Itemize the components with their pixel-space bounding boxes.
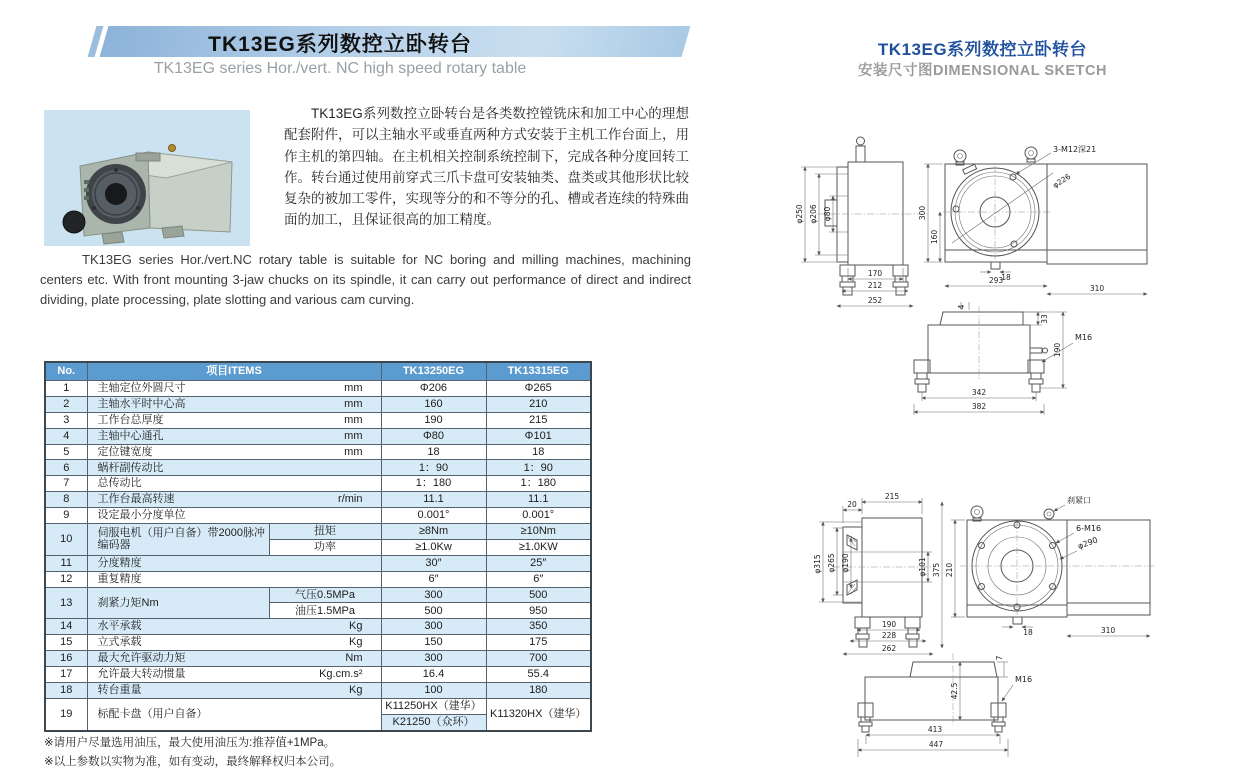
cell-value: 6″ <box>486 571 591 587</box>
cell-value: 1：180 <box>486 476 591 492</box>
table-row <box>45 667 591 683</box>
cell-value: 160 <box>381 396 486 412</box>
cell-value: 1：90 <box>381 460 486 476</box>
dim-447: 447 <box>928 740 944 749</box>
cell-value: 0.001° <box>486 508 591 524</box>
dim-310b: 310 <box>1100 626 1116 635</box>
cell-no: 11 <box>45 555 87 571</box>
cell-value: 11.1 <box>381 492 486 508</box>
cell-unit: mm <box>344 429 363 442</box>
cell-item: 总传动比 <box>87 476 381 492</box>
cell-item: Kg 水平承载 <box>87 619 381 635</box>
cell-value: Φ206 <box>381 381 486 397</box>
dim-382: 382 <box>971 402 987 411</box>
cell-item: Kg.cm.s² 允许最大转动惯量 <box>87 667 381 683</box>
col-header-model-b: TK13315EG <box>486 362 591 381</box>
cell-value: 18 <box>486 444 591 460</box>
cell-item: Nm 最大允许驱动力矩 <box>87 651 381 667</box>
cell-item: mm 主轴水平时中心高 <box>87 396 381 412</box>
front-view <box>960 506 1155 624</box>
dim-310: 310 <box>1089 284 1105 293</box>
cell-unit: mm <box>344 413 363 426</box>
table-header-row <box>45 362 591 381</box>
cell-value: ≥1.0Kw <box>381 539 486 555</box>
cell-value: 100 <box>381 682 486 698</box>
table-row <box>45 476 591 492</box>
cell-value: 210 <box>486 396 591 412</box>
dim-252: 252 <box>867 296 883 305</box>
cell-value: 6″ <box>381 571 486 587</box>
table-row <box>45 460 591 476</box>
col-header-model-a: TK13250EG <box>381 362 486 381</box>
dim-phi265: φ265 <box>827 553 836 573</box>
cell-no: 14 <box>45 619 87 635</box>
cell-unit: mm <box>344 382 363 395</box>
table-row <box>45 508 591 524</box>
dim-293: 293 <box>988 276 1004 285</box>
dim-phi190: φ190 <box>841 553 850 573</box>
cell-value: 215 <box>486 412 591 428</box>
table-row <box>45 571 591 587</box>
cell-no: 5 <box>45 444 87 460</box>
cell-value: K11320HX（建华） <box>486 698 591 730</box>
cell-no: 2 <box>45 396 87 412</box>
table-row <box>45 682 591 698</box>
cell-unit: mm <box>344 398 363 411</box>
cell-item: 重复精度 <box>87 571 381 587</box>
col-header-items: 项目ITEMS <box>87 362 381 381</box>
cell-value: 500 <box>486 587 591 603</box>
cell-unit: mm <box>344 445 363 458</box>
side-view-dimensions <box>795 167 913 306</box>
cell-value: 30″ <box>381 555 486 571</box>
cell-item: mm 定位键宽度 <box>87 444 381 460</box>
cell-unit: Kg.cm.s² <box>319 668 363 681</box>
spec-table <box>44 361 592 732</box>
cell-no: 17 <box>45 667 87 683</box>
cell-item: Kg 转台重量 <box>87 682 381 698</box>
cell-value: 11.1 <box>486 492 591 508</box>
dim-413: 413 <box>927 725 943 734</box>
table-row <box>45 444 591 460</box>
cell-item: 刹紧力矩Nm <box>87 587 269 619</box>
footnotes <box>44 734 341 772</box>
cell-value: 0.001° <box>381 508 486 524</box>
front-view <box>943 147 1053 269</box>
bolt-note-6m16: 6-M16 <box>1076 524 1102 533</box>
plan-view <box>858 653 1006 732</box>
dim-phi206: φ206 <box>809 204 818 224</box>
table-row <box>45 651 591 667</box>
cell-value: ≥10Nm <box>486 524 591 540</box>
cell-value: K21250（众环） <box>381 714 486 730</box>
cell-no: 9 <box>45 508 87 524</box>
cell-value: 25″ <box>486 555 591 571</box>
dim-190: 190 <box>1053 342 1062 358</box>
dim-215: 215 <box>884 492 900 501</box>
sketch-bottom-set <box>795 478 1240 668</box>
cell-unit: Kg <box>349 684 363 697</box>
table-row <box>45 381 591 397</box>
cell-value: 180 <box>486 682 591 698</box>
col-header-no: No. <box>45 362 87 381</box>
dim-210: 210 <box>945 562 954 578</box>
brake-note: 刹紧口 <box>1067 496 1091 505</box>
dim-228: 228 <box>881 631 897 640</box>
table-row <box>45 698 591 714</box>
footnote-2: ※以上参数以实物为准，如有变动，最终解释权归本公司。 <box>44 756 342 768</box>
right-view <box>1067 520 1150 636</box>
dim-342: 342 <box>971 388 987 397</box>
sketch-title: TK13EG系列数控立卧转台 <box>877 40 1088 59</box>
cell-value: 300 <box>381 587 486 603</box>
sketch-top-plan <box>895 300 1160 418</box>
table-row <box>45 396 591 412</box>
cell-no: 15 <box>45 635 87 651</box>
cell-value: Φ80 <box>381 428 486 444</box>
table-row <box>45 492 591 508</box>
cell-item: r/min 工作台最高转速 <box>87 492 381 508</box>
product-photo <box>44 110 250 246</box>
dim-212: 212 <box>867 281 883 290</box>
dim-7: 7 <box>995 655 1004 661</box>
cell-value: 300 <box>381 651 486 667</box>
cell-no: 10 <box>45 524 87 556</box>
cell-no: 19 <box>45 698 87 730</box>
dim-190b: 190 <box>881 620 897 629</box>
cell-no: 8 <box>45 492 87 508</box>
cell-value: K11250HX（建华） <box>381 698 486 714</box>
cell-value: ≥8Nm <box>381 524 486 540</box>
table-row <box>45 635 591 651</box>
dim-phi80: φ80 <box>823 206 832 222</box>
cell-subitem: 功率 <box>269 539 381 555</box>
cell-value: Φ101 <box>486 428 591 444</box>
intro-paragraph-cn: TK13EG系列数控立卧转台是各类数控镗铣床和加工中心的理想配套附件，可以主轴水平或垂直两种方式安装于主机工作台面上，用作主机的第四轴。在主机相关控制系统控制下，完成各种分度回转工作。转台通过使用前穿式三爪卡盘可安装轴类、盘类或其他形状比较复杂的被加工零件，实现等分的和不等分的孔、槽或者连续的特殊曲面的加工，且保证很高的加工精度。 <box>284 106 689 228</box>
cell-no: 1 <box>45 381 87 397</box>
sketch-top-set <box>795 122 1240 317</box>
dim-phi315: φ315 <box>813 554 822 574</box>
table-row <box>45 428 591 444</box>
dim-42-5: 42.5 <box>950 682 959 700</box>
cell-subitem: 油压1.5MPa <box>269 603 381 619</box>
cell-value: 700 <box>486 651 591 667</box>
cell-item: mm 工作台总厚度 <box>87 412 381 428</box>
dim-4: 4 <box>957 304 966 310</box>
cell-value: ≥1.0KW <box>486 539 591 555</box>
dim-phi290: φ290 <box>1076 535 1099 551</box>
table-row <box>45 412 591 428</box>
cell-item: 设定最小分度单位 <box>87 508 381 524</box>
dim-33: 33 <box>1040 314 1049 324</box>
dim-20: 20 <box>847 500 857 509</box>
cell-no: 6 <box>45 460 87 476</box>
cell-value: 300 <box>381 619 486 635</box>
cell-subitem: 扭矩 <box>269 524 381 540</box>
cell-no: 3 <box>45 412 87 428</box>
dim-18: 18 <box>1001 273 1011 282</box>
dim-262: 262 <box>881 644 897 653</box>
plan-view <box>914 306 1048 392</box>
cell-unit: Nm <box>345 652 363 665</box>
cell-value: 950 <box>486 603 591 619</box>
cell-value: Φ265 <box>486 381 591 397</box>
dim-phi226: φ226 <box>1051 171 1073 190</box>
dim-18b: 18 <box>1023 628 1033 637</box>
cell-value: 150 <box>381 635 486 651</box>
m16-note-b: M16 <box>1015 675 1033 684</box>
cell-unit: r/min <box>338 493 363 506</box>
sketch-bottom-plan <box>850 645 1060 775</box>
cell-unit: Kg <box>349 620 363 633</box>
cell-value: 18 <box>381 444 486 460</box>
cell-value: 175 <box>486 635 591 651</box>
cell-no: 18 <box>45 682 87 698</box>
cell-item: 分度精度 <box>87 555 381 571</box>
m16-note: M16 <box>1075 333 1093 342</box>
dim-375: 375 <box>932 562 941 578</box>
cell-value: 16.4 <box>381 667 486 683</box>
cell-no: 12 <box>45 571 87 587</box>
intro-paragraph-en: TK13EG series Hor./vert.NC rotary table is suitable for NC boring and milling machines, machining centers etc. With front mounting 3-jaw chucks on its spindle, it can carry out performance of direct and indirect dividing, plate processing, plate slotting and various cam curving. <box>40 252 691 307</box>
cell-value: 1：180 <box>381 476 486 492</box>
bolt-note: 3-M12深21 <box>1053 145 1097 154</box>
cell-no: 7 <box>45 476 87 492</box>
dim-phi101: φ101 <box>918 557 927 577</box>
cell-item: 标配卡盘（用户自备） <box>87 698 381 730</box>
cell-subitem: 气压0.5MPa <box>269 587 381 603</box>
sketch-subtitle: 安装尺寸图DIMENSIONAL SKETCH <box>858 63 1107 79</box>
page-title: TK13EG系列数控立卧转台 <box>208 33 472 56</box>
cell-no: 4 <box>45 428 87 444</box>
cell-no: 13 <box>45 587 87 619</box>
cell-unit: Kg <box>349 636 363 649</box>
cell-value: 1：90 <box>486 460 591 476</box>
page-subtitle: TK13EG series Hor./vert. NC high speed rotary table <box>153 60 527 77</box>
cell-item: mm 主轴定位外圆尺寸 <box>87 381 381 397</box>
table-row <box>45 524 591 540</box>
dim-170: 170 <box>867 269 883 278</box>
dim-160: 160 <box>930 229 939 245</box>
cell-value: 500 <box>381 603 486 619</box>
cell-value: 350 <box>486 619 591 635</box>
side-view-dimensions <box>813 492 942 654</box>
cell-item: mm 主轴中心通孔 <box>87 428 381 444</box>
plan-view-dimensions <box>914 302 1092 415</box>
cell-item: 蜗杆副传动比 <box>87 460 381 476</box>
dim-phi250: φ250 <box>795 204 804 224</box>
cell-item: 伺服电机（用户自备）带2000脉冲编码器 <box>87 524 269 556</box>
cell-value: 190 <box>381 412 486 428</box>
dim-300: 300 <box>918 205 927 221</box>
table-row <box>45 555 591 571</box>
table-row <box>45 587 591 603</box>
cell-no: 16 <box>45 651 87 667</box>
table-row <box>45 619 591 635</box>
footnote-1: ※请用户尽量选用油压，最大使用油压为:推荐值+1MPa。 <box>44 737 336 749</box>
cell-value: 55.4 <box>486 667 591 683</box>
cell-item: Kg 立式承载 <box>87 635 381 651</box>
